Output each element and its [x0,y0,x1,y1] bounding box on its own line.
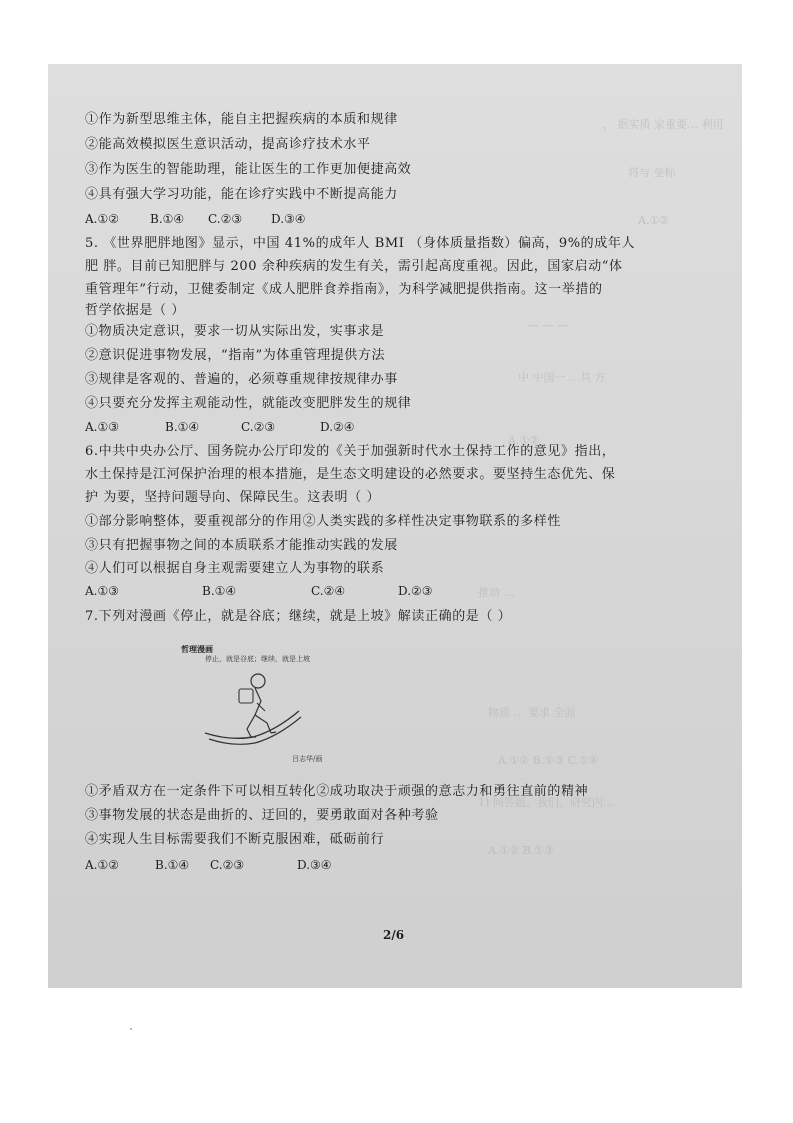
page-number: 2/6 [383,928,405,942]
q4-option-4: ④具有强大学习功能，能在诊疗实践中不断提高能力 [85,187,398,202]
q6-stem-line-3: 护 为要，坚持问题导向、保障民生。这表明（ ） [85,490,381,505]
q4-choice-b[interactable]: B.①④ [150,212,185,226]
q6-choice-d[interactable]: D.②③ [398,584,433,598]
q7-stem: 7.下列对漫画《停止，就是谷底；继续，就是上坡》解读正确的是（ ） [85,609,512,624]
cartoon-author: 吕志华/画 [292,755,323,763]
q7-option-3: ③事物发展的状态是曲折的、迂回的，要勇敢面对各种考验 [85,808,439,823]
q4-choice-a[interactable]: A.①② [85,212,119,226]
q5-stem-line-3: 重管理年”行动，卫健委制定《成人肥胖食养指南》，为科学减肥提供指南。这一举措的 [85,282,603,297]
q4-option-1: ①作为新型思维主体，能自主把握疾病的本质和规律 [85,112,398,127]
q5-stem-line-2: 肥 胖。目前已知肥胖与 200 余种疾病的发生有关，需引起高度重视。因此，国家启动“体 [85,259,623,274]
q6-stem-line-1: 6.中共中央办公厅、国务院办公厅印发的《关于加强新时代水土保持工作的意见》指出， [85,444,616,459]
q7-cartoon [175,641,323,763]
q5-option-3: ③规律是客观的、普遍的，必须尊重规律按规律办事 [85,372,398,387]
q7-option-4: ④实现人生目标需要我们不断克服困难，砥砺前行 [85,832,385,847]
climbing-figure-icon [175,641,305,763]
q5-choice-d[interactable]: D.②④ [320,420,355,434]
q7-choice-c[interactable]: C.②③ [210,858,245,872]
q6-choice-a[interactable]: A.①③ [85,584,119,598]
q6-option-4: ④人们可以根据自身主观需要建立人为事物的联系 [85,561,385,576]
q4-option-3: ③作为医生的智能助理，能让医生的工作更加便捷高效 [85,162,412,177]
exam-page: ， 据实质 家重要… 利用 将与 坐标 A.①② — — — 中 中国一 …共 方 A.①② 推动 … 物质 … 要求 全面 A.①② B.①③ C.①④ 1) 问答题、我们、研究内… A.①② B.①③ [48,64,742,988]
q6-option-1-2: ①部分影响整体，要重视部分的作用②人类实践的多样性决定事物联系的多样性 [85,514,562,529]
q6-choice-b[interactable]: B.①④ [202,584,237,598]
q5-option-1: ①物质决定意识，要求一切从实际出发，实事求是 [85,324,385,339]
q4-choice-c[interactable]: C.②③ [208,212,243,226]
scan-speck [130,1028,132,1030]
q7-choice-d[interactable]: D.③④ [297,858,332,872]
q5-option-2: ②意识促进事物发展，“指南”为体重管理提供方法 [85,348,386,363]
q7-choice-a[interactable]: A.①② [85,858,119,872]
q5-choice-c[interactable]: C.②③ [241,420,276,434]
q4-choice-d[interactable]: D.③④ [271,212,306,226]
q5-choice-b[interactable]: B.①④ [165,420,200,434]
q5-option-4: ④只要充分发挥主观能动性，就能改变肥胖发生的规律 [85,396,412,411]
q7-option-1-2: ①矛盾双方在一定条件下可以相互转化②成功取决于顽强的意志力和勇往直前的精神 [85,784,589,799]
cartoon-caption: 停止，就是谷底；继续，就是上坡 [205,655,310,663]
q7-choice-b[interactable]: B.①④ [155,858,190,872]
q6-stem-line-2: 水土保持是江河保护治理的根本措施，是生态文明建设的必然要求。要坚持生态优先、保 [85,467,616,482]
q5-stem-line-1: 5. 《世界肥胖地图》显示，中国 41%的成年人 BMI （身体质量指数）偏高，9%的成年人 [85,236,636,251]
q6-choice-c[interactable]: C.②④ [311,584,346,598]
q5-stem-line-4: 哲学依据是（ ） [85,303,185,318]
q6-option-3: ③只有把握事物之间的本质联系才能推动实践的发展 [85,538,398,553]
cartoon-title: 哲理漫画 [181,644,213,654]
q4-option-2: ②能高效模拟医生意识活动，提高诊疗技术水平 [85,137,371,152]
q5-choice-a[interactable]: A.①③ [85,420,119,434]
